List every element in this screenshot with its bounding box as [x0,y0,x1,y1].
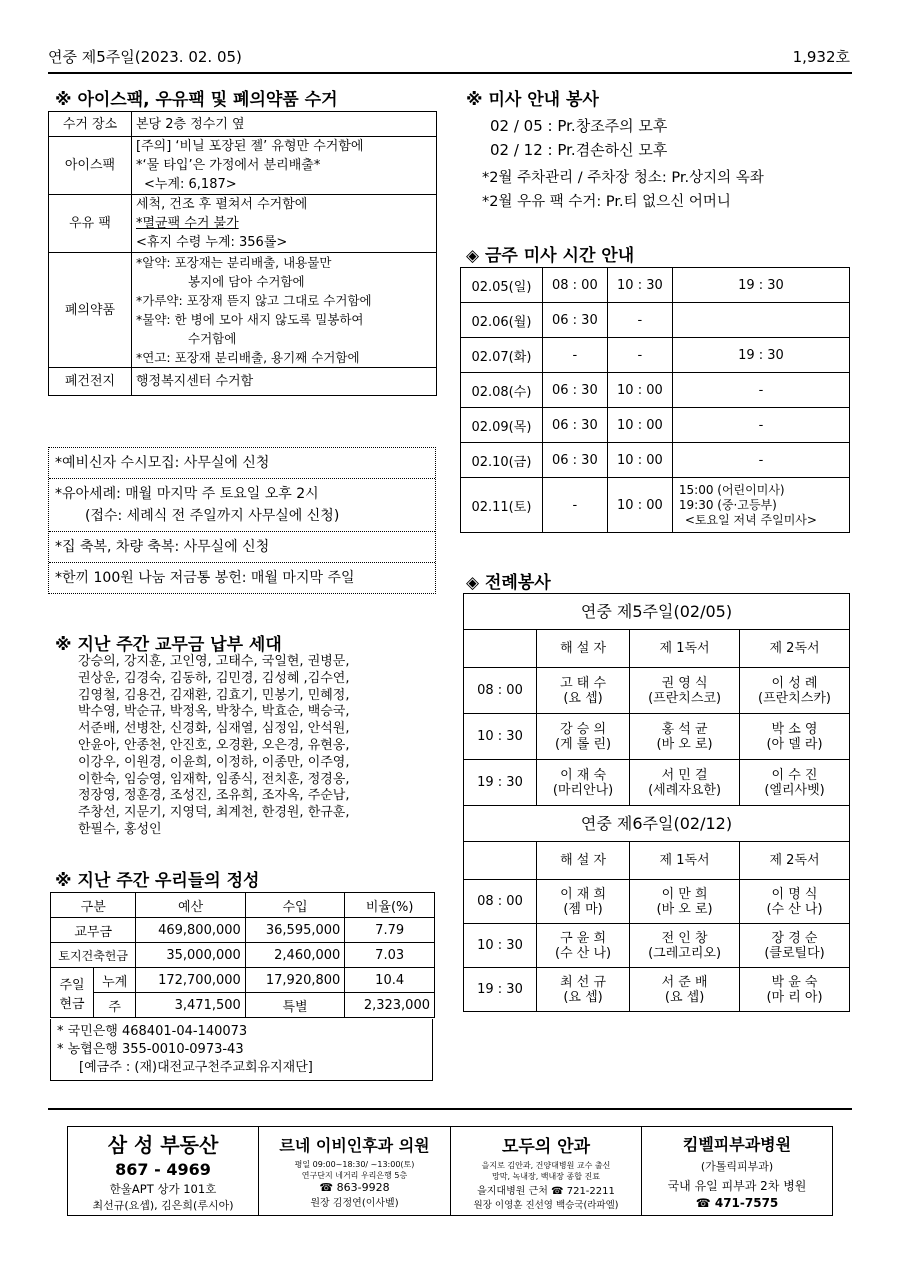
finance-sunday-label [51,968,94,1018]
ad-name: 르네 이비인후과 의원 [279,1136,430,1155]
mass-date: 02.11(토) [461,478,543,533]
ad-name: 모두의 안과 [501,1136,591,1157]
ad-phone: 867 - 4969 [115,1160,211,1179]
finance-week-label: 주 [94,993,136,1018]
mass-time: 06 : 30 [542,443,607,478]
mass-date: 02.07(화) [461,338,543,373]
person-baptismal: (요 셉) [563,690,603,706]
collection-text: 행정복지센터 수거함 [132,368,437,396]
person-name: 박 소 영 [771,721,818,737]
liturgy-person [740,714,850,760]
person-baptismal: (프란치스카) [758,690,831,706]
notice-item: *예비신자 수시모집: 사무실에 신청 [49,448,435,479]
ad-real-estate[interactable] [68,1127,259,1215]
mass-time: 08 : 00 [542,268,607,303]
empty-cell [464,842,537,880]
donor-line: 권상운, 김경숙, 김동하, 김민경, 김성혜 ,김수연, [78,670,350,686]
finance-title: ※ 지난 주간 우리들의 정성 [55,871,260,891]
service-line: *2월 우유 팩 수거: Pr.티 없으신 어머니 [482,194,731,210]
notice-line: *유아세례: 매월 마지막 주 토요일 오후 2시 [55,486,319,502]
donor-line: 이한숙, 임승영, 임재학, 임종식, 전치훈, 정경옹, [78,771,350,787]
liturgy-header: 제 2독서 [740,630,850,668]
liturgy-person [537,968,630,1012]
ad-phone: ☎ 863-9928 [319,1181,390,1194]
mass-time: - [542,338,607,373]
liturgy-header: 제 2독서 [740,842,850,880]
donor-line: 정장영, 정훈경, 조성진, 조유희, 조자옥, 주순남, [78,788,350,804]
liturgy-person [537,668,630,714]
notice-item: *한끼 100원 나눔 저금통 봉헌: 매월 마지막 주일 [55,570,355,586]
person-baptismal: (바 오 로) [656,901,713,917]
liturgy-person [740,924,850,968]
liturgy-person [740,880,850,924]
bulletin-date: 연중 제5주일(2023. 02. 05) [48,48,242,66]
finance-special-amount: 2,323,000 [345,993,435,1018]
collection-title: ※ 아이스팩, 우유팩 및 폐의약품 수거 [55,90,338,110]
donor-list [78,654,438,839]
line: *가루약: 포장재 뜯지 않고 그대로 수거함에 [136,293,372,308]
finance-category: 교무금 [51,918,136,943]
mass-service-title: ※ 미사 안내 봉사 [466,90,599,110]
liturgy-table [463,593,850,1012]
line: *멸균팩 수거 불가 [136,216,239,231]
line: 수거함에 [188,331,237,346]
person-name: 고 태 수 [560,675,607,691]
service-line: *2월 주차관리 / 주차장 청소: Pr.상지의 옥좌 [482,170,764,186]
mass-date: 02.05(일) [461,268,543,303]
finance-header: 비율(%) [345,893,435,918]
person-name: 권 영 식 [661,675,708,691]
donor-line: 이강우, 이원경, 이윤희, 이정하, 이종만, 이주영, [78,754,350,770]
finance-category: 토지건축헌금 [51,943,136,968]
person-baptismal: (클로틸다) [764,945,825,961]
line: <휴지 수령 누계: 356롤> [136,235,288,250]
mass-times-table [460,267,850,533]
finance-ratio: 7.03 [345,943,435,968]
service-line: 02 / 12 : Pr.겸손하신 모후 [490,141,668,159]
collection-label: 폐건전지 [49,368,132,396]
mass-time: 10 : 30 [607,268,672,303]
mass-time [672,303,849,338]
person-name: 이 수 진 [771,767,818,783]
mass-time: 19 : 30 [672,268,849,303]
line: *알약: 포장재는 분리배출, 내용물만 [136,255,332,270]
header-divider [48,72,852,74]
liturgy-person [630,880,740,924]
person-baptismal: (게 롤 린) [555,736,612,752]
person-name: 구 윤 희 [560,930,607,946]
empty-cell [464,630,537,668]
person-baptismal: (그레고리오) [648,945,722,961]
finance-cum-budget: 172,700,000 [136,968,245,993]
mass-time: 06 : 30 [542,408,607,443]
liturgy-title: ◈ 전례봉사 [466,573,551,593]
sat-line: 15:00 (어린이미사) [678,482,785,497]
ad-banner [67,1126,833,1216]
liturgy-person [740,968,850,1012]
person-baptismal: (바 오 로) [656,736,713,752]
ad-line: 원장 이영훈 진선영 백승국(라파엘) [473,1199,619,1211]
person-name: 이 재 숙 [560,767,607,783]
person-baptismal: (엘리사벳) [764,782,825,798]
line: *물약: 한 병에 모아 새지 않도록 밀봉하여 [136,312,364,327]
ad-name: 삼 성 부동산 [107,1133,219,1157]
collection-text [132,253,437,368]
person-baptismal: (수 산 나) [555,945,612,961]
mass-time: 19 : 30 [672,338,849,373]
label-line: 주일 [59,977,85,993]
ad-line: 연구단지 네거리 우리은행 5층 [301,1171,408,1180]
liturgy-time: 19 : 30 [464,760,537,806]
mass-date: 02.08(수) [461,373,543,408]
liturgy-time: 10 : 30 [464,714,537,760]
collection-table [48,111,437,396]
ad-line: 최선규(요셉), 김은희(루시아) [92,1199,234,1212]
mass-time: - [542,478,607,533]
donor-line: 한필수, 홍성인 [78,821,162,837]
liturgy-person [630,968,740,1012]
person-name: 서 민 걸 [661,767,708,783]
ad-phone: ☎ 471-7575 [695,1196,779,1210]
ad-line: 망막, 녹내장, 백내장 종합 진료 [492,1171,600,1181]
bank-line: * 농협은행 355-0010-0973-43 [57,1042,244,1057]
ad-ent-clinic[interactable] [259,1127,451,1215]
liturgy-week-title: 연중 제5주일(02/05) [464,594,850,630]
mass-time: 10 : 00 [607,373,672,408]
collection-text: 본당 2층 정수기 옆 [132,112,437,137]
person-baptismal: (마 리 아) [766,989,823,1005]
service-line: 02 / 05 : Pr.창조주의 모후 [490,117,668,135]
collection-text [132,137,437,195]
person-name: 이 만 희 [661,886,708,902]
collection-text [132,195,437,253]
mass-date: 02.10(금) [461,443,543,478]
mass-time: 06 : 30 [542,373,607,408]
person-name: 이 명 식 [771,886,818,902]
finance-table [50,892,435,1018]
liturgy-person [630,668,740,714]
mass-date: 02.06(월) [461,303,543,338]
donors-title: ※ 지난 주간 교무금 납부 세대 [55,635,282,655]
liturgy-header: 제 1독서 [630,842,740,880]
mass-time-saturday [672,478,849,533]
ad-line: 원장 김정연(이사벨) [310,1198,399,1209]
liturgy-person [630,760,740,806]
finance-budget: 469,800,000 [136,918,245,943]
mass-date: 02.09(목) [461,408,543,443]
line: 봉지에 담아 수거함에 [188,274,305,289]
bank-info [50,1019,433,1081]
liturgy-header: 해 설 자 [537,630,630,668]
liturgy-person [740,760,850,806]
person-baptismal: (세례자요한) [648,782,722,798]
finance-ratio: 7.79 [345,918,435,943]
person-name: 서 준 배 [661,974,708,990]
line: *‘물 타입’은 가정에서 분리배출* [136,158,321,173]
line: <누계: 6,187> [144,177,237,192]
footer-divider [48,1108,852,1110]
mass-time: - [607,338,672,373]
liturgy-time: 08 : 00 [464,880,537,924]
ad-dermatology[interactable] [642,1127,832,1215]
person-name: 박 윤 숙 [771,974,818,990]
finance-cum-income: 17,920,800 [245,968,345,993]
bank-line: [예금주 : (재)대전교구천주교회유지재단] [79,1060,313,1075]
donor-line: 주창선, 지문기, 지영덕, 최계천, 한경원, 한규훈, [78,805,350,821]
person-name: 전 인 창 [661,930,708,946]
person-baptismal: (젬 마) [563,901,603,917]
notice-line: (접수: 세례식 전 주일까지 사무실에 신청) [85,508,340,524]
line: 세척, 건조 후 펼쳐서 수거함에 [136,197,308,212]
liturgy-person [630,714,740,760]
finance-header: 수입 [245,893,345,918]
mass-time: 10 : 00 [607,408,672,443]
finance-cum-ratio: 10.4 [345,968,435,993]
mass-time: 10 : 00 [607,443,672,478]
collection-label: 아이스팩 [49,137,132,195]
ad-line: 평일 09:00~18:30/ ~13:00(토) [294,1160,415,1169]
person-baptismal: (마리안나) [552,782,614,798]
liturgy-person [630,924,740,968]
finance-income: 36,595,000 [245,918,345,943]
liturgy-person [537,924,630,968]
finance-week-amount: 3,471,500 [136,993,245,1018]
donor-line: 안윤아, 안종천, 안진호, 오경환, 오은경, 유현옹, [78,737,350,753]
finance-budget: 35,000,000 [136,943,245,968]
donor-line: 강승의, 강지훈, 고인영, 고태수, 국일현, 권병문, [78,654,350,669]
ad-phone: 을지대병원 근처 ☎ 721-2211 [477,1185,615,1197]
ad-eye-clinic[interactable] [451,1127,642,1215]
liturgy-person [740,668,850,714]
ad-name: 킴벨피부과병원 [682,1135,792,1154]
ad-line: (가톨릭피부과) [700,1160,774,1173]
person-name: 최 선 규 [560,974,607,990]
liturgy-time: 19 : 30 [464,968,537,1012]
person-baptismal: (요 셉) [563,989,603,1005]
donor-line: 박수영, 박순규, 박정옥, 박창수, 박효순, 백승국, [78,704,350,720]
liturgy-header: 해 설 자 [537,842,630,880]
mass-service-notes [482,166,764,214]
line: [주의] ‘비닐 포장된 젤’ 유형만 수거함에 [136,139,364,154]
person-baptismal: (요 셉) [664,989,705,1005]
person-baptismal: (아 델 라) [766,736,823,752]
sat-line: 19:30 (중·고등부) [678,497,777,512]
person-name: 이 재 희 [560,886,607,902]
finance-header: 구분 [51,893,136,918]
person-baptismal: (수 산 나) [766,901,823,917]
person-baptismal: (프란치스코) [648,690,722,706]
liturgy-week-title: 연중 제6주일(02/12) [464,806,850,842]
mass-time: - [672,408,849,443]
sat-line: <토요일 저녁 주일미사> [684,512,817,527]
person-name: 이 성 례 [771,675,818,691]
label-line: 현금 [59,996,85,1012]
mass-time: 10 : 00 [607,478,672,533]
mass-time: 06 : 30 [542,303,607,338]
collection-label: 수거 장소 [49,112,132,137]
notice-item: *집 축복, 차량 축복: 사무실에 신청 [49,532,435,563]
donor-line: 김영철, 김용건, 김재환, 김효기, 민봉기, 민혜정, [78,687,350,703]
liturgy-person [537,880,630,924]
finance-cum-label: 누계 [94,968,136,993]
ad-line: 국내 유일 피부과 2차 병원 [667,1179,807,1193]
issue-number: 1,932호 [792,48,850,66]
liturgy-time: 10 : 30 [464,924,537,968]
person-name: 장 경 순 [771,930,818,946]
liturgy-person [537,760,630,806]
finance-special-label: 특별 [245,993,345,1018]
mass-time: - [672,373,849,408]
mass-service-list [490,114,667,162]
liturgy-header: 제 1독서 [630,630,740,668]
notice-item [49,479,435,532]
collection-label: 우유 팩 [49,195,132,253]
liturgy-person [537,714,630,760]
finance-income: 2,460,000 [245,943,345,968]
mass-times-title: ◈ 금주 미사 시간 안내 [466,246,635,266]
liturgy-time: 08 : 00 [464,668,537,714]
ad-line: 을지로 김안과, 건양대병원 교수 출신 [481,1160,611,1170]
finance-header: 예산 [136,893,245,918]
bank-line: * 국민은행 468401-04-140073 [57,1024,248,1039]
ad-line: 한울APT 상가 101호 [109,1182,217,1196]
notice-box [48,447,436,594]
line: *연고: 포장재 분리배출, 용기째 수거함에 [136,350,360,365]
donor-line: 서준배, 선병찬, 신경화, 심재열, 심정임, 안석원, [78,721,350,737]
mass-time: - [672,443,849,478]
person-name: 강 승 의 [560,721,607,737]
person-name: 홍 석 균 [661,721,708,737]
mass-time: - [607,303,672,338]
collection-label: 폐의약품 [49,253,132,368]
